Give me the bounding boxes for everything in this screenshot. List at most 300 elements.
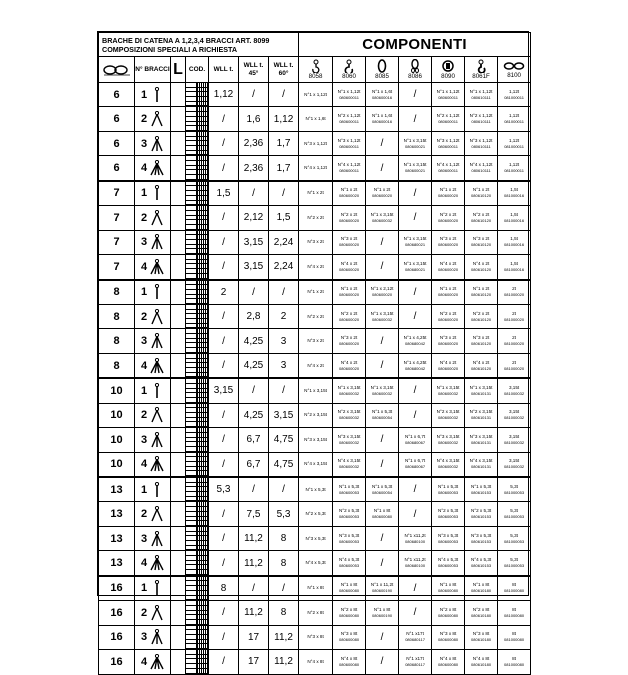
- component-cell: [299, 255, 333, 280]
- component-cell: [432, 526, 465, 550]
- component-cell: [432, 83, 465, 107]
- wll60-value: 1,7: [269, 131, 299, 155]
- component-code: 080600020: [339, 341, 360, 347]
- component-qty: N°4 x 3,15t: [469, 458, 493, 464]
- component-code: 081000016: [504, 217, 525, 223]
- table-row: [99, 576, 531, 601]
- multi-leg-sling-icon: [150, 506, 164, 522]
- component-qty: N°4 x 8t: [340, 655, 358, 661]
- wll60-value: 2,24: [269, 255, 299, 280]
- component-qty: /: [413, 286, 417, 298]
- code-list: [186, 526, 209, 550]
- component-qty: N°1 x 3,15t: [337, 384, 361, 390]
- wll60-value: 4,75: [269, 428, 299, 452]
- component-qty: N°4 x 3,15t: [337, 458, 361, 464]
- chain-diameter: 10: [99, 403, 135, 427]
- component-cell: [299, 576, 333, 601]
- component-qty: N°3 x 5,3t: [305, 535, 326, 541]
- component-cell: [399, 526, 432, 550]
- component-code: 080610180: [471, 661, 492, 667]
- component-code: 080610131: [471, 415, 492, 421]
- component-code: 081000053: [504, 514, 525, 520]
- code-line: [186, 471, 208, 476]
- wll45-value: /: [239, 181, 269, 206]
- component-qty: N°1 x 6,7t: [404, 433, 426, 439]
- component-qty: N°2 x 8t: [340, 606, 358, 612]
- component-cell: [498, 551, 531, 576]
- component-cell: [465, 601, 498, 625]
- wll-value: /: [209, 526, 239, 550]
- component-qty: /: [380, 458, 384, 470]
- component-cell: [333, 452, 366, 477]
- component-qty: N°3 x 8t: [472, 631, 490, 637]
- length-cell: [171, 255, 186, 280]
- component-cell: [498, 83, 531, 107]
- length-cell: [171, 181, 186, 206]
- code-list: [186, 230, 209, 254]
- component-code: 081000011: [504, 119, 524, 125]
- chain-diameter: 16: [99, 576, 135, 601]
- bracci-header: N° BRACCI: [135, 57, 171, 83]
- component-cell: [432, 502, 465, 526]
- bracci-count: [135, 83, 171, 107]
- component-qty: 1,5t: [510, 211, 518, 217]
- wll60-value: 1,7: [269, 156, 299, 181]
- component-qty: /: [380, 533, 384, 545]
- component-qty: N°2 x 2t: [307, 214, 324, 220]
- component-cell: [465, 477, 498, 502]
- component-code: 080680021: [405, 266, 426, 272]
- component-qty: N°4 x 1,12t: [337, 162, 361, 168]
- component-qty: N°3 x 1,12t: [304, 140, 327, 146]
- component-code: 081000032: [504, 464, 525, 470]
- component-qty: /: [413, 113, 417, 125]
- bracci-number: 2: [140, 409, 148, 422]
- wll45-value: 17: [239, 625, 269, 649]
- bracci-number: 2: [140, 606, 148, 619]
- length-cell: [171, 304, 186, 328]
- component-qty: N°1 x 3,15t: [403, 137, 427, 143]
- component-qty: N°4 x 2t: [340, 359, 358, 365]
- code-list: [186, 551, 209, 576]
- length-cell: [171, 156, 186, 181]
- code-list: [186, 304, 209, 328]
- component-qty: 5,3t: [510, 508, 518, 514]
- component-code: 080610153: [471, 538, 492, 544]
- wll60-value: /: [269, 83, 299, 107]
- wll45-value: 11,2: [239, 601, 269, 625]
- component-code: 080600020: [438, 242, 459, 248]
- component-code: 080600054: [372, 489, 393, 495]
- component-cell: [465, 551, 498, 576]
- code-line: [186, 570, 208, 575]
- component-code: 080600011: [339, 119, 359, 125]
- component-cell: [333, 477, 366, 502]
- code-line: [186, 126, 208, 131]
- component-cell: [432, 353, 465, 378]
- component-code: 080610120: [471, 292, 492, 298]
- component-qty: N°4 x 1,12t: [469, 162, 493, 168]
- component-qty: 3,15t: [508, 433, 520, 439]
- comp-8058-header: 8058: [299, 57, 333, 83]
- component-cell: [498, 403, 531, 427]
- component-code: 080600016: [372, 119, 393, 125]
- code-header: COD.: [186, 57, 209, 83]
- component-cell: [366, 551, 399, 576]
- bracci-count: [135, 131, 171, 155]
- component-cell: [399, 353, 432, 378]
- table-row: [99, 502, 531, 526]
- length-cell: [171, 650, 186, 674]
- component-qty: 1,12t: [508, 162, 520, 168]
- bracci-number: 4: [140, 458, 148, 471]
- component-qty: 2t: [512, 335, 516, 341]
- code-line: [186, 373, 208, 378]
- component-qty: 2t: [512, 286, 516, 292]
- title-line-1: BRACHE DI CATENA A 1,2,3,4 BRACCI ART. 8099: [102, 35, 270, 45]
- component-qty: N°1 x 2t: [340, 286, 358, 292]
- component-cell: [366, 107, 399, 131]
- component-cell: [333, 353, 366, 378]
- component-cell: [399, 378, 432, 403]
- multi-leg-sling-icon: [150, 333, 164, 349]
- component-qty: N°1 x 8t: [373, 606, 391, 612]
- component-qty: 1,12t: [508, 137, 520, 143]
- component-code: 080600016: [372, 94, 393, 100]
- bracci-count: [135, 107, 171, 131]
- code-line: [186, 546, 208, 551]
- header-title: [99, 33, 299, 57]
- chain-diameter: 10: [99, 452, 135, 477]
- component-code: 080610120: [471, 266, 492, 272]
- component-cell: [399, 601, 432, 625]
- chain-diameter: 7: [99, 206, 135, 230]
- component-cell: [333, 576, 366, 601]
- component-cell: [366, 625, 399, 649]
- bracci-number: 2: [140, 113, 148, 126]
- component-cell: [498, 452, 531, 477]
- component-code: 081000020: [504, 365, 525, 371]
- component-code: 080600053: [438, 514, 459, 520]
- component-cell: [333, 156, 366, 181]
- wll45-value: 11,2: [239, 526, 269, 550]
- component-qty: 8t: [512, 631, 516, 637]
- component-cell: [366, 601, 399, 625]
- bracci-count: [135, 230, 171, 254]
- component-qty: 3,15t: [508, 384, 520, 390]
- wll45-value: /: [239, 477, 269, 502]
- component-cell: [498, 502, 531, 526]
- wll-value: /: [209, 329, 239, 353]
- master-link-assembly-icon: [408, 59, 422, 73]
- component-qty: N°1 x 3,15t: [304, 387, 327, 393]
- chain-diameter: 13: [99, 502, 135, 526]
- component-qty: /: [380, 335, 384, 347]
- wll-value: 8: [209, 576, 239, 601]
- component-cell: [465, 526, 498, 550]
- component-code: 081000053: [504, 489, 525, 495]
- component-code: 080600020: [438, 341, 459, 347]
- component-cell: [333, 206, 366, 230]
- component-qty: N°1 x 1,6t: [371, 113, 393, 119]
- code-list: [186, 477, 209, 502]
- wll60-value: 11,2: [269, 625, 299, 649]
- code-list: [186, 83, 209, 107]
- component-cell: [432, 625, 465, 649]
- component-code: 080600053: [339, 489, 360, 495]
- component-cell: [299, 280, 333, 305]
- component-qty: N°2 x 1,12t: [436, 113, 460, 119]
- comp-8090-header: 8090: [432, 57, 465, 83]
- component-qty: /: [380, 656, 384, 668]
- component-cell: [432, 428, 465, 452]
- component-qty: N°4 x 8t: [439, 655, 457, 661]
- component-code: 080600080: [339, 612, 360, 618]
- code-line: [186, 274, 208, 279]
- component-qty: N°2 x 8t: [439, 606, 457, 612]
- component-cell: [366, 576, 399, 601]
- length-cell: [171, 428, 186, 452]
- chain-diameter: 7: [99, 230, 135, 254]
- multi-leg-sling-icon: [150, 605, 164, 621]
- component-code: 080600080: [372, 514, 393, 520]
- component-code: 080600032: [339, 415, 360, 421]
- multi-leg-sling-icon: [150, 407, 164, 423]
- component-qty: 5,3t: [510, 483, 518, 489]
- component-cell: [432, 650, 465, 674]
- bracci-number: 3: [140, 631, 148, 644]
- wll-value: /: [209, 255, 239, 280]
- multi-leg-sling-icon: [150, 555, 164, 571]
- component-code: 080600011: [438, 168, 458, 174]
- component-code: 080600011: [339, 168, 359, 174]
- component-code: 080600053: [438, 563, 459, 569]
- chain-diameter: 13: [99, 526, 135, 550]
- bracci-count: [135, 206, 171, 230]
- component-cell: [399, 452, 432, 477]
- length-cell: [171, 551, 186, 576]
- component-code: 080600020: [339, 217, 360, 223]
- component-qty: N°4 x 5,3t: [437, 557, 459, 563]
- bracci-number: 1: [140, 88, 148, 101]
- component-qty: 8t: [512, 655, 516, 661]
- component-cell: [399, 576, 432, 601]
- component-qty: N°3 x 1,12t: [337, 137, 361, 143]
- wll-value: /: [209, 502, 239, 526]
- component-qty: N°3 x 2t: [439, 236, 457, 242]
- wll45-value: 17: [239, 650, 269, 674]
- component-cell: [498, 156, 531, 181]
- component-qty: N°4 x 8t: [472, 655, 490, 661]
- chain-diameter: 6: [99, 156, 135, 181]
- wll45-header: WLL t. 45°: [239, 57, 269, 83]
- code-line: [186, 225, 208, 230]
- component-cell: [432, 576, 465, 601]
- component-code: 081000020: [504, 316, 525, 322]
- component-cell: [432, 131, 465, 155]
- component-cell: [299, 601, 333, 625]
- component-qty: N°1 x11,2t: [404, 557, 426, 563]
- code-list: [186, 625, 209, 649]
- bracci-number: 4: [140, 359, 148, 372]
- component-code: 080600020: [438, 365, 459, 371]
- component-qty: N°2 x 5,3t: [470, 508, 492, 514]
- component-qty: N°3 x 2t: [307, 239, 324, 245]
- component-qty: /: [413, 582, 417, 594]
- price-sheet: [97, 31, 529, 668]
- component-code: 080600032: [438, 390, 459, 396]
- bracci-count: [135, 280, 171, 305]
- component-cell: [498, 576, 531, 601]
- component-qty: N°2 x 5,3t: [338, 508, 360, 514]
- component-cell: [498, 601, 531, 625]
- component-qty: N°1 x 1,12t: [469, 88, 493, 94]
- code-list: [186, 403, 209, 427]
- hook-latch-icon: [342, 59, 356, 73]
- wll45-value: /: [239, 576, 269, 601]
- component-qty: N°1 x 1,6t: [305, 116, 326, 122]
- wll-value: /: [209, 452, 239, 477]
- length-cell: [171, 526, 186, 550]
- component-code: 080680042: [405, 341, 426, 347]
- bracci-number: 4: [140, 162, 148, 175]
- length-cell: [171, 131, 186, 155]
- component-cell: [498, 625, 531, 649]
- component-qty: /: [380, 434, 384, 446]
- component-qty: /: [413, 187, 417, 199]
- component-code: 080610120: [471, 341, 492, 347]
- wll45-value: 4,25: [239, 353, 269, 378]
- component-cell: [299, 107, 333, 131]
- wll-header: WLL t.: [209, 57, 239, 83]
- component-qty: N°1 x 5,3t: [371, 483, 393, 489]
- componenti-title: COMPONENTI: [299, 33, 531, 57]
- component-cell: [299, 353, 333, 378]
- bracci-count: [135, 304, 171, 328]
- component-qty: 5,3t: [510, 532, 518, 538]
- component-qty: 3,15t: [508, 458, 520, 464]
- code-list: [186, 181, 209, 206]
- bracci-count: [135, 428, 171, 452]
- component-code: 080600053: [438, 489, 459, 495]
- shackle-icon: [441, 59, 455, 73]
- component-qty: N°1 x 8t: [307, 585, 324, 591]
- component-qty: N°4 x 1,12t: [436, 162, 460, 168]
- wll60-value: 2: [269, 304, 299, 328]
- component-cell: [399, 131, 432, 155]
- component-code: 080680100: [405, 563, 426, 569]
- component-qty: /: [413, 212, 417, 224]
- component-code: 080600053: [438, 538, 459, 544]
- wll45-value: 3,15: [239, 255, 269, 280]
- component-code: 080600080: [438, 661, 459, 667]
- component-code: 080600080: [438, 612, 459, 618]
- component-qty: N°3 x 3,15t: [337, 433, 361, 439]
- length-cell: [171, 625, 186, 649]
- code-line: [186, 596, 208, 601]
- component-code: 080600011: [438, 94, 458, 100]
- code-list: [186, 156, 209, 181]
- multi-leg-sling-icon: [150, 432, 164, 448]
- component-qty: N°1 x 3,15t: [403, 260, 427, 266]
- code-line: [186, 348, 208, 353]
- component-cell: [299, 378, 333, 403]
- component-code: 081000016: [504, 193, 525, 199]
- wll-value: 5,3: [209, 477, 239, 502]
- component-cell: [465, 83, 498, 107]
- component-qty: N°1 x 6,7t: [404, 458, 426, 464]
- component-cell: [366, 230, 399, 254]
- component-code: 081000011: [504, 168, 524, 174]
- component-qty: N°3 x 3,15t: [304, 436, 327, 442]
- component-qty: /: [413, 508, 417, 520]
- wll60-value: /: [269, 576, 299, 601]
- component-qty: N°1 x 8t: [439, 582, 457, 588]
- component-code: 080600054: [372, 415, 393, 421]
- component-qty: N°1 x 3,15t: [403, 162, 427, 168]
- wll-value: /: [209, 601, 239, 625]
- component-qty: N°3 x 5,3t: [437, 532, 459, 538]
- component-cell: [498, 304, 531, 328]
- wll-value: 1,5: [209, 181, 239, 206]
- single-leg-sling-icon: [150, 185, 164, 201]
- wll45-value: 2,8: [239, 304, 269, 328]
- component-code: 080600021: [405, 143, 426, 149]
- component-code: 080610153: [471, 514, 492, 520]
- component-code: 081000053: [504, 538, 525, 544]
- component-code: 080600080: [339, 637, 360, 643]
- multi-leg-sling-icon: [150, 234, 164, 250]
- component-qty: N°1 x 1,12t: [337, 88, 361, 94]
- component-code: 080680100: [405, 538, 426, 544]
- code-list: [186, 353, 209, 378]
- component-qty: N°1 x 8t: [373, 508, 391, 514]
- component-cell: [432, 206, 465, 230]
- component-code: 080610111: [471, 94, 491, 100]
- wll45-value: /: [239, 280, 269, 305]
- component-code: 081000032: [504, 415, 525, 421]
- component-qty: N°4 x 2t: [439, 359, 457, 365]
- code-list: [186, 378, 209, 403]
- bracci-number: 2: [140, 310, 148, 323]
- wll60-value: /: [269, 280, 299, 305]
- component-cell: [299, 329, 333, 353]
- component-cell: [333, 131, 366, 155]
- comp-8061f-header: 8061F: [465, 57, 498, 83]
- component-cell: [299, 181, 333, 206]
- component-qty: N°1 x 5,3t: [371, 409, 393, 415]
- component-cell: [465, 650, 498, 674]
- component-code: 080610120: [471, 365, 492, 371]
- component-cell: [299, 526, 333, 550]
- components-table: [98, 32, 531, 675]
- component-qty: N°2 x 8t: [307, 609, 324, 615]
- component-code: 081000011: [504, 143, 524, 149]
- wll60-value: 1,5: [269, 206, 299, 230]
- component-code: 081000011: [504, 94, 524, 100]
- component-code: 080600020: [339, 193, 360, 199]
- table-row: [99, 601, 531, 625]
- code-list: [186, 502, 209, 526]
- component-cell: [432, 601, 465, 625]
- component-qty: 8t: [512, 606, 516, 612]
- component-qty: N°4 x 3,15t: [436, 458, 460, 464]
- wll60-value: /: [269, 378, 299, 403]
- chain-diameter-header: [99, 57, 135, 83]
- component-cell: [366, 280, 399, 305]
- component-code: 080600080: [339, 588, 360, 594]
- code-line: [186, 249, 208, 254]
